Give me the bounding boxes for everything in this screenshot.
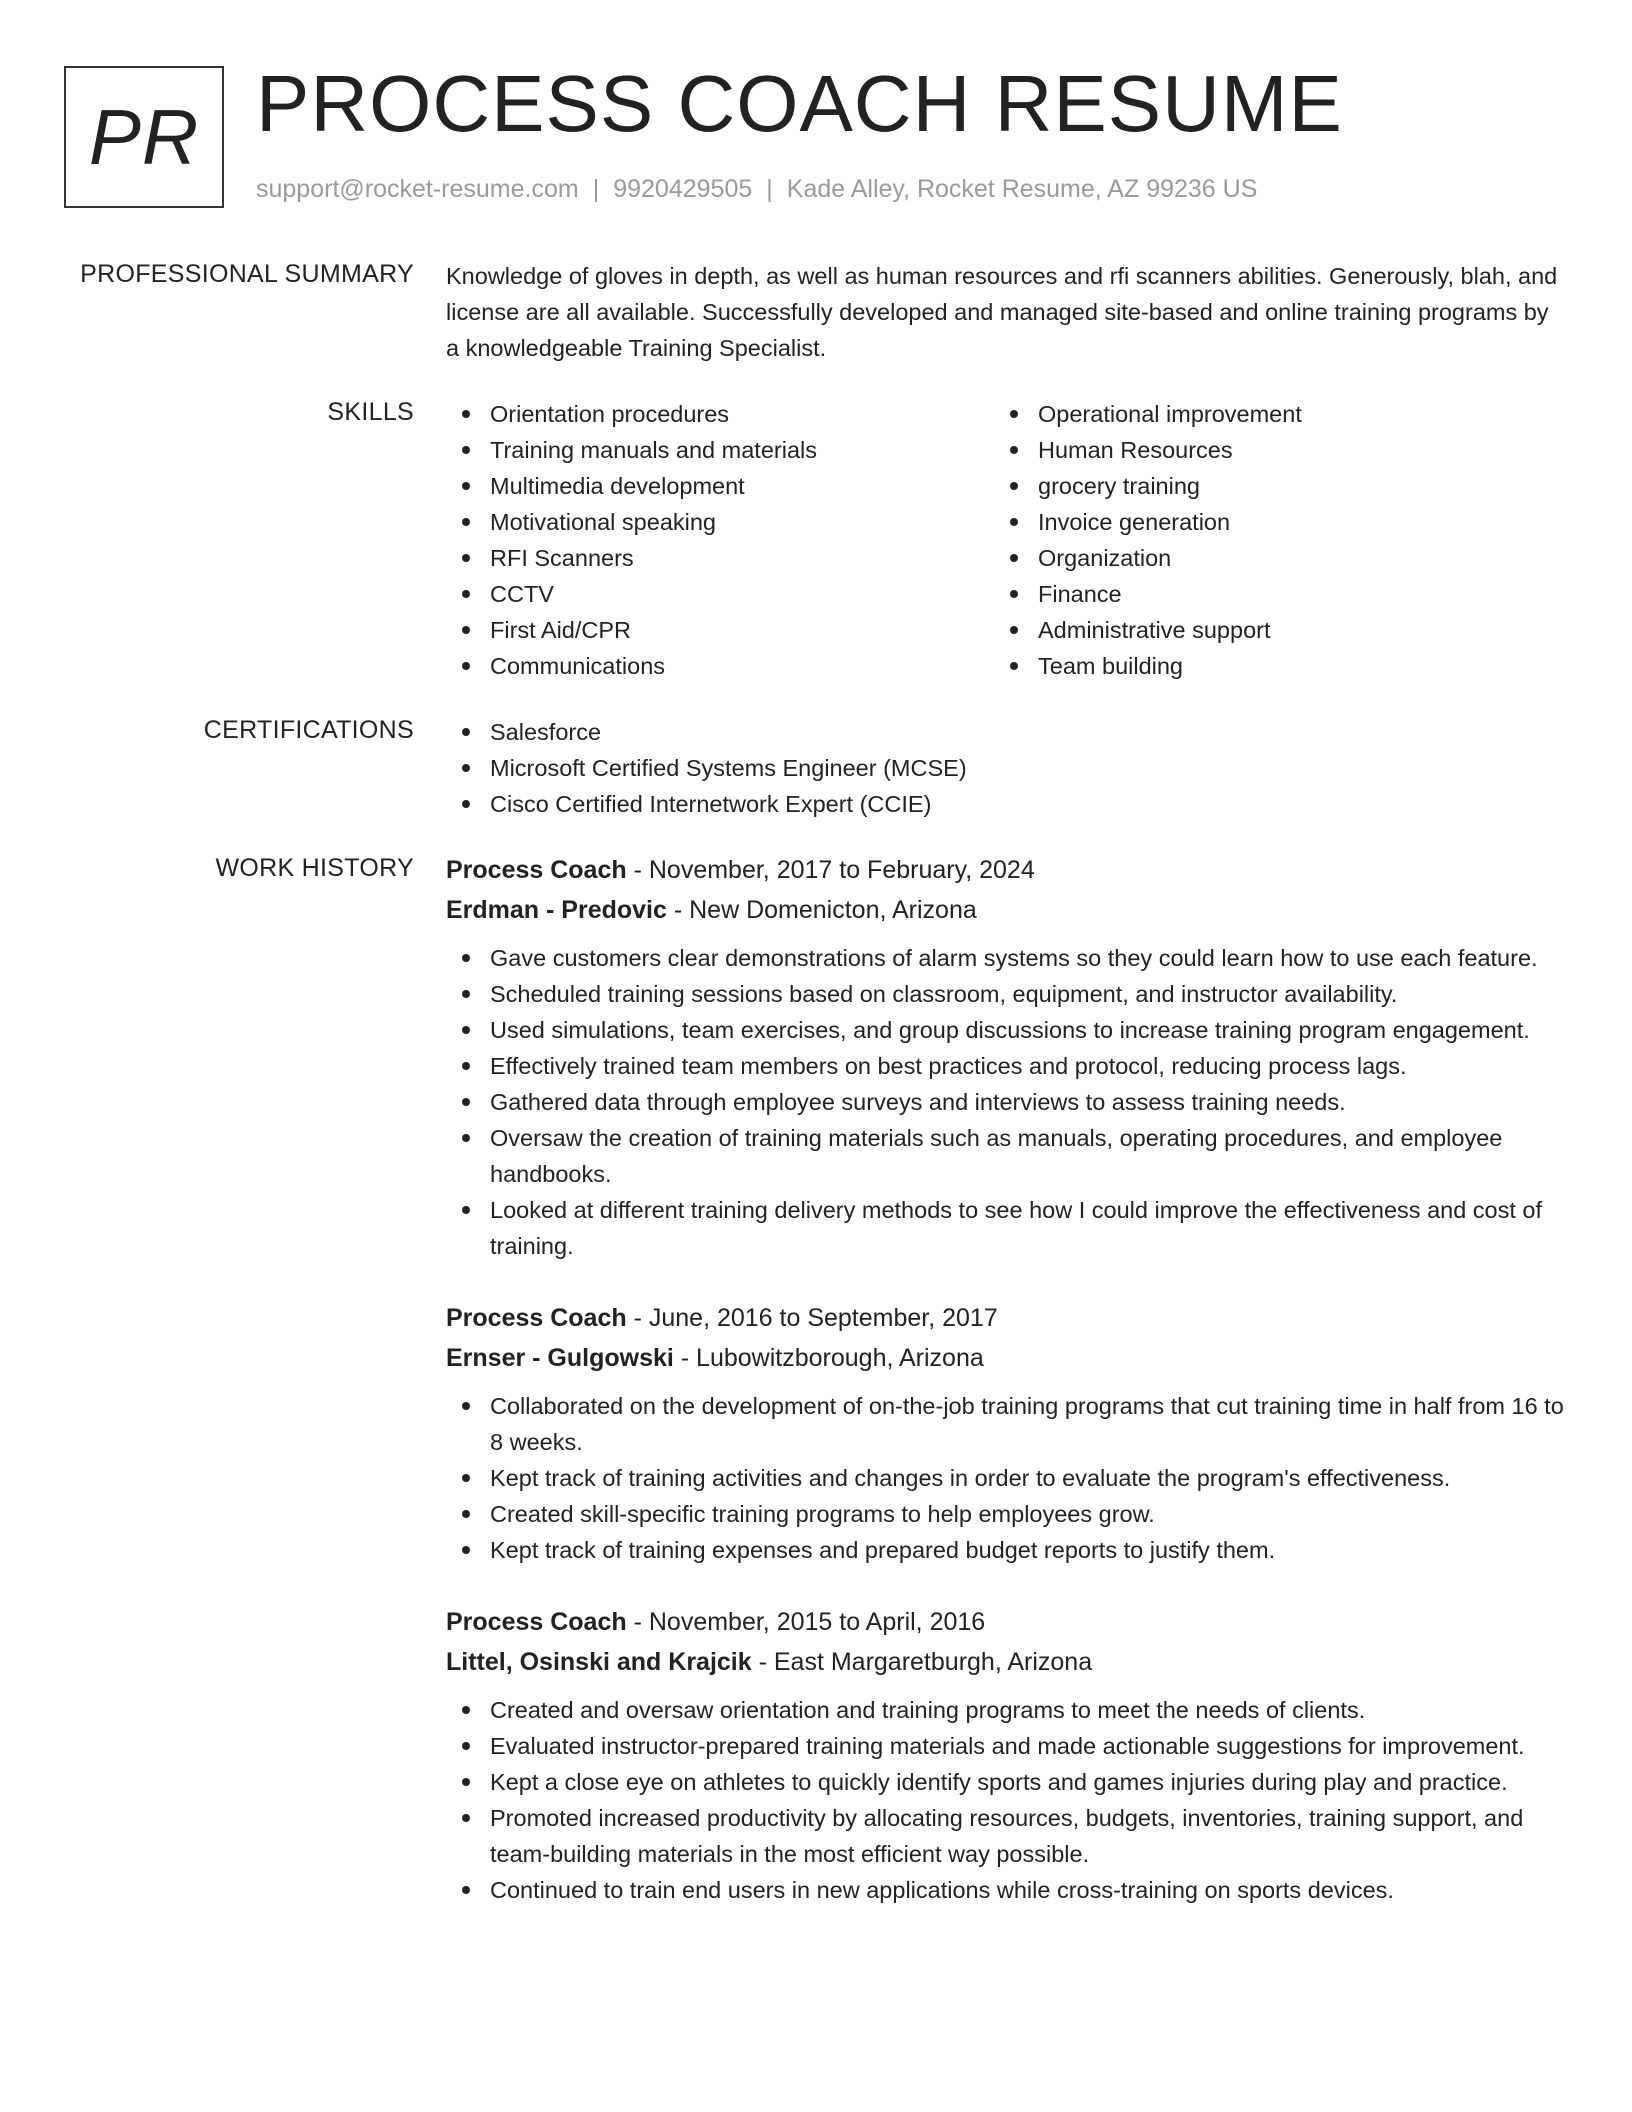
- skills-heading: SKILLS: [327, 398, 414, 426]
- skill-item: Organization: [994, 540, 1542, 576]
- skills-body: [446, 396, 1566, 684]
- job-company: Erdman - Predovic: [446, 896, 667, 924]
- skills-list-right: [994, 396, 1542, 684]
- skill-item: Finance: [994, 576, 1542, 612]
- certifications-list: [446, 714, 1566, 822]
- job-dates: - November, 2017 to February, 2024: [626, 856, 1035, 884]
- duty-item: Created skill-specific training programs to help employees grow.: [446, 1496, 1566, 1532]
- duty-item: Oversaw the creation of training materials such as manuals, operating procedures, and employee handbooks.: [446, 1120, 1566, 1192]
- certification-item: Microsoft Certified Systems Engineer (MCSE): [446, 750, 1566, 786]
- duty-item: Used simulations, team exercises, and group discussions to increase training program engagement.: [446, 1012, 1566, 1048]
- skill-item: CCTV: [446, 576, 994, 612]
- job-company-line: [446, 890, 1566, 930]
- duty-item: Collaborated on the development of on-the-job training programs that cut training time in half from 16 to 8 weeks.: [446, 1388, 1566, 1460]
- contact-separator: |: [592, 175, 600, 203]
- skill-item: Human Resources: [994, 432, 1542, 468]
- job-entry: [446, 850, 1566, 1264]
- job-title: Process Coach: [446, 856, 627, 884]
- job-title-line: [446, 1298, 1566, 1338]
- certification-item: Salesforce: [446, 714, 1566, 750]
- skill-item: grocery training: [994, 468, 1542, 504]
- duty-item: Looked at different training delivery methods to see how I could improve the effectiveness and cost of training.: [446, 1192, 1566, 1264]
- skill-item: Multimedia development: [446, 468, 994, 504]
- duty-item: Kept a close eye on athletes to quickly identify sports and games injuries during play and practice.: [446, 1764, 1566, 1800]
- monogram-box: [64, 66, 224, 208]
- duty-item: Evaluated instructor-prepared training materials and made actionable suggestions for improvement.: [446, 1728, 1566, 1764]
- certification-item: Cisco Certified Internetwork Expert (CCIE): [446, 786, 1566, 822]
- job-company-line: [446, 1642, 1566, 1682]
- skill-item: Orientation procedures: [446, 396, 994, 432]
- job-duties: [446, 1692, 1566, 1908]
- job-title-line: [446, 850, 1566, 890]
- job-title: Process Coach: [446, 1304, 627, 1332]
- job-company-line: [446, 1338, 1566, 1378]
- job-dates: - November, 2015 to April, 2016: [626, 1608, 986, 1636]
- job-location: - East Margaretburgh, Arizona: [751, 1648, 1093, 1676]
- skill-item: Communications: [446, 648, 994, 684]
- job-duties: [446, 1388, 1566, 1568]
- skill-item: First Aid/CPR: [446, 612, 994, 648]
- duty-item: Gave customers clear demonstrations of alarm systems so they could learn how to use each feature.: [446, 940, 1566, 976]
- duty-item: Gathered data through employee surveys and interviews to assess training needs.: [446, 1084, 1566, 1120]
- certifications-body: [446, 714, 1566, 822]
- contact-line: [256, 174, 1257, 204]
- job-entry: [446, 1298, 1566, 1568]
- duty-item: Promoted increased productivity by allocating resources, budgets, inventories, training support, and team-building materials in the most efficient way possible.: [446, 1800, 1566, 1872]
- duty-item: Kept track of training expenses and prepared budget reports to justify them.: [446, 1532, 1566, 1568]
- monogram-initials: PR: [88, 92, 200, 181]
- job-duties: [446, 940, 1566, 1264]
- job-title: Process Coach: [446, 1608, 627, 1636]
- contact-separator: |: [766, 175, 773, 203]
- summary-heading: PROFESSIONAL SUMMARY: [80, 260, 414, 288]
- work-history-body: [446, 850, 1566, 1942]
- job-dates: - June, 2016 to September, 2017: [626, 1304, 998, 1332]
- job-location: - New Domenicton, Arizona: [666, 896, 977, 924]
- contact-phone[interactable]: 9920429505: [613, 175, 753, 203]
- duty-item: Effectively trained team members on best practices and protocol, reducing process lags.: [446, 1048, 1566, 1084]
- skill-item: Team building: [994, 648, 1542, 684]
- job-location: - Lubowitzborough, Arizona: [673, 1344, 984, 1372]
- skill-item: RFI Scanners: [446, 540, 994, 576]
- skill-item: Motivational speaking: [446, 504, 994, 540]
- skill-item: Operational improvement: [994, 396, 1542, 432]
- job-company: Ernser - Gulgowski: [446, 1344, 674, 1372]
- skill-item: Administrative support: [994, 612, 1542, 648]
- summary-text: Knowledge of gloves in depth, as well as human resources and rfi scanners abilities. Generously, blah, and license are all available. Successfully developed and managed site-based and online training programs by a knowledgeable Training Specialist.: [446, 263, 1558, 361]
- skill-item: Training manuals and materials: [446, 432, 994, 468]
- job-entry: [446, 1602, 1566, 1908]
- certifications-heading: CERTIFICATIONS: [203, 716, 414, 744]
- contact-email[interactable]: support@rocket-resume.com: [256, 175, 579, 203]
- job-title-line: [446, 1602, 1566, 1642]
- resume-title: PROCESS COACH RESUME: [256, 59, 1343, 148]
- work-history-heading: WORK HISTORY: [215, 854, 414, 882]
- duty-item: Continued to train end users in new applications while cross-training on sports devices.: [446, 1872, 1566, 1908]
- skills-list-left: [446, 396, 994, 684]
- skill-item: Invoice generation: [994, 504, 1542, 540]
- duty-item: Created and oversaw orientation and training programs to meet the needs of clients.: [446, 1692, 1566, 1728]
- summary-body: [446, 258, 1566, 366]
- duty-item: Kept track of training activities and changes in order to evaluate the program's effectiveness.: [446, 1460, 1566, 1496]
- job-company: Littel, Osinski and Krajcik: [446, 1648, 752, 1676]
- duty-item: Scheduled training sessions based on classroom, equipment, and instructor availability.: [446, 976, 1566, 1012]
- contact-address: Kade Alley, Rocket Resume, AZ 99236 US: [786, 175, 1258, 203]
